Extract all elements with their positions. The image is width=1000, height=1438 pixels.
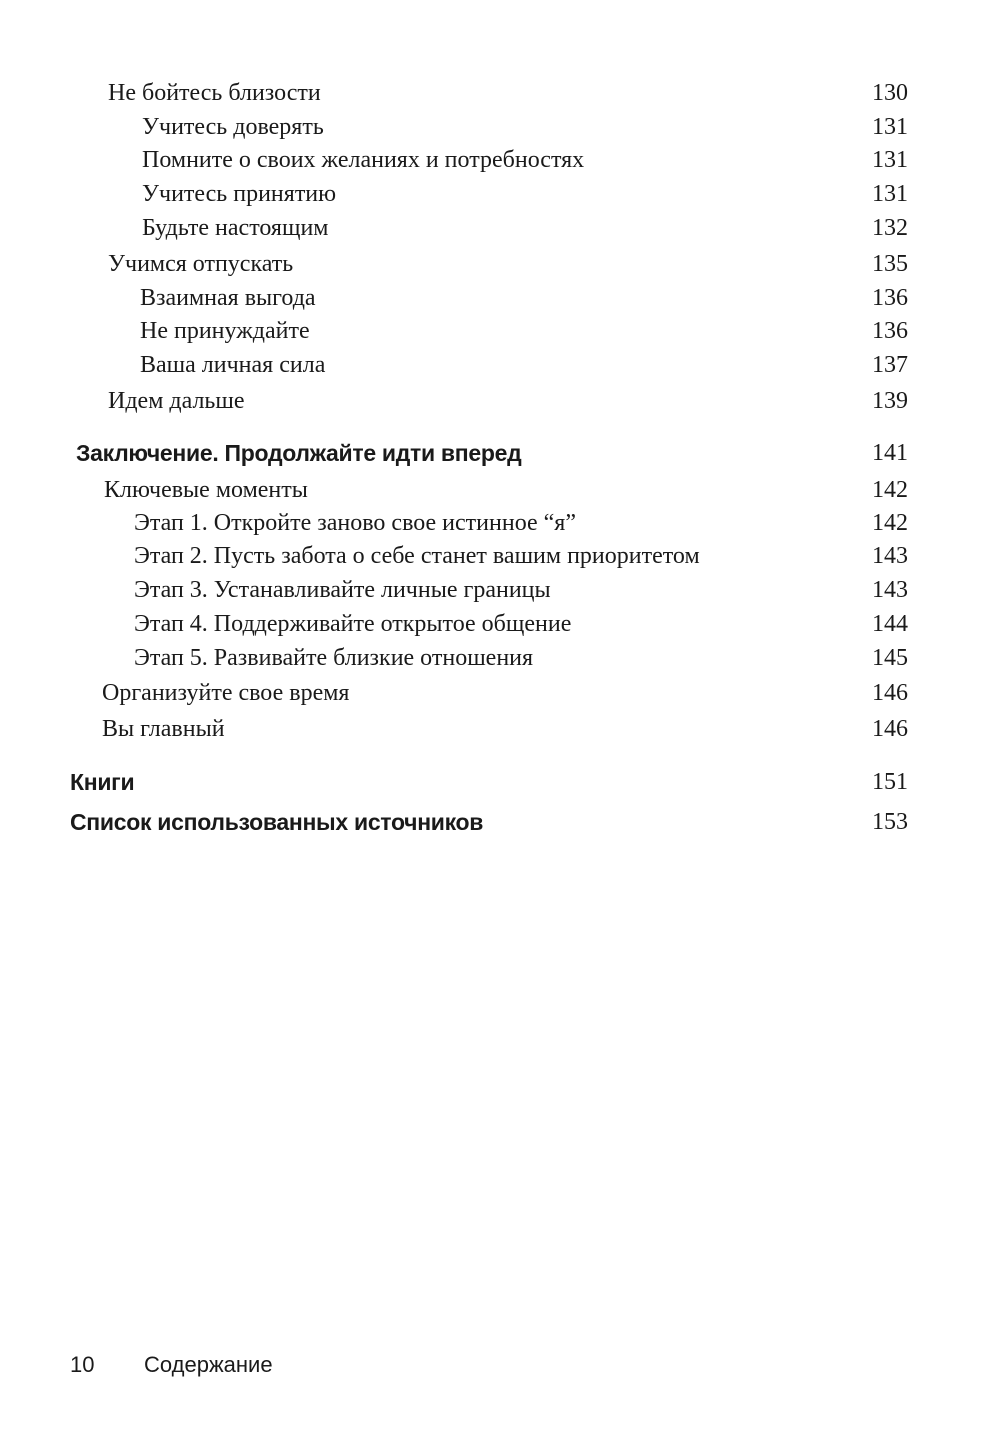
toc-entry-page: 141: [872, 440, 908, 466]
toc-entry-title: Книги: [70, 769, 135, 795]
toc-entry: [0, 714, 1000, 754]
toc-entry-title: Идем дальше: [108, 388, 245, 414]
toc-entry-title: Этап 2. Пусть забота о себе станет вашим приоритетом: [134, 543, 700, 569]
toc-entry-title: Взаимная выгода: [140, 285, 316, 311]
toc-entry-title: Ключевые моменты: [104, 477, 308, 503]
toc-entry-page: 142: [872, 510, 908, 536]
toc-entry-page: 151: [872, 769, 908, 795]
toc-entry-page: 131: [872, 114, 908, 140]
toc-chapter-entry: [0, 807, 1000, 847]
toc-entry-page: 130: [872, 80, 908, 106]
toc-entry-title: Учитесь доверять: [142, 114, 324, 140]
toc-entry: [0, 350, 1000, 390]
toc-entry-page: 135: [872, 251, 908, 277]
toc-entry-page: 131: [872, 147, 908, 173]
toc-entry-title: Ваша личная сила: [140, 352, 326, 378]
footer-running-head: Содержание: [144, 1352, 273, 1377]
toc-chapter-entry: [0, 438, 1000, 478]
toc-entry-page: 132: [872, 215, 908, 241]
toc-entry-page: 143: [872, 543, 908, 569]
toc-entry-page: 146: [872, 680, 908, 706]
toc-entry-title: Этап 1. Откройте заново свое истинное “я”: [134, 510, 576, 536]
toc-entry-title: Этап 5. Развивайте близкие отношения: [134, 645, 534, 671]
toc-entry-page: 145: [872, 645, 908, 671]
toc-entry-title: Заключение. Продолжайте идти вперед: [76, 440, 522, 466]
toc-entry: [0, 678, 1000, 718]
toc-entry: [0, 386, 1000, 426]
toc-entry-page: 142: [872, 477, 908, 503]
toc-entry-page: 144: [872, 611, 908, 637]
toc-entry-title: Список использованных источников: [70, 809, 484, 835]
toc-entry-page: 136: [872, 285, 908, 311]
toc-entry-title: Помните о своих желаниях и потребностях: [142, 147, 585, 173]
toc-entry-page: 131: [872, 181, 908, 207]
toc-entry-page: 137: [872, 352, 908, 378]
toc-entry-page: 153: [872, 809, 908, 835]
toc-entry: [0, 643, 1000, 683]
toc-entry-title: Организуйте свое время: [102, 680, 350, 706]
toc-entry-title: Этап 4. Поддерживайте открытое общение: [134, 611, 572, 637]
toc-entry: [0, 213, 1000, 253]
toc-entry-page: 136: [872, 318, 908, 344]
footer-page-number: 10: [70, 1352, 95, 1377]
toc-entry-title: Вы главный: [102, 716, 225, 742]
toc-entry-page: 146: [872, 716, 908, 742]
toc-entry-title: Не принуждайте: [140, 318, 310, 344]
toc-entry-title: Учитесь принятию: [142, 181, 337, 207]
toc-entry-title: Этап 3. Устанавливайте личные границы: [134, 577, 551, 603]
page-footer: [70, 1350, 273, 1380]
toc-entry-page: 143: [872, 577, 908, 603]
toc-entry-title: Не бойтесь близости: [108, 80, 321, 106]
toc-entry-page: 139: [872, 388, 908, 414]
toc-entry-title: Учимся отпускать: [108, 251, 294, 277]
toc-chapter-entry: [0, 767, 1000, 807]
toc-entry-title: Будьте настоящим: [142, 215, 329, 241]
